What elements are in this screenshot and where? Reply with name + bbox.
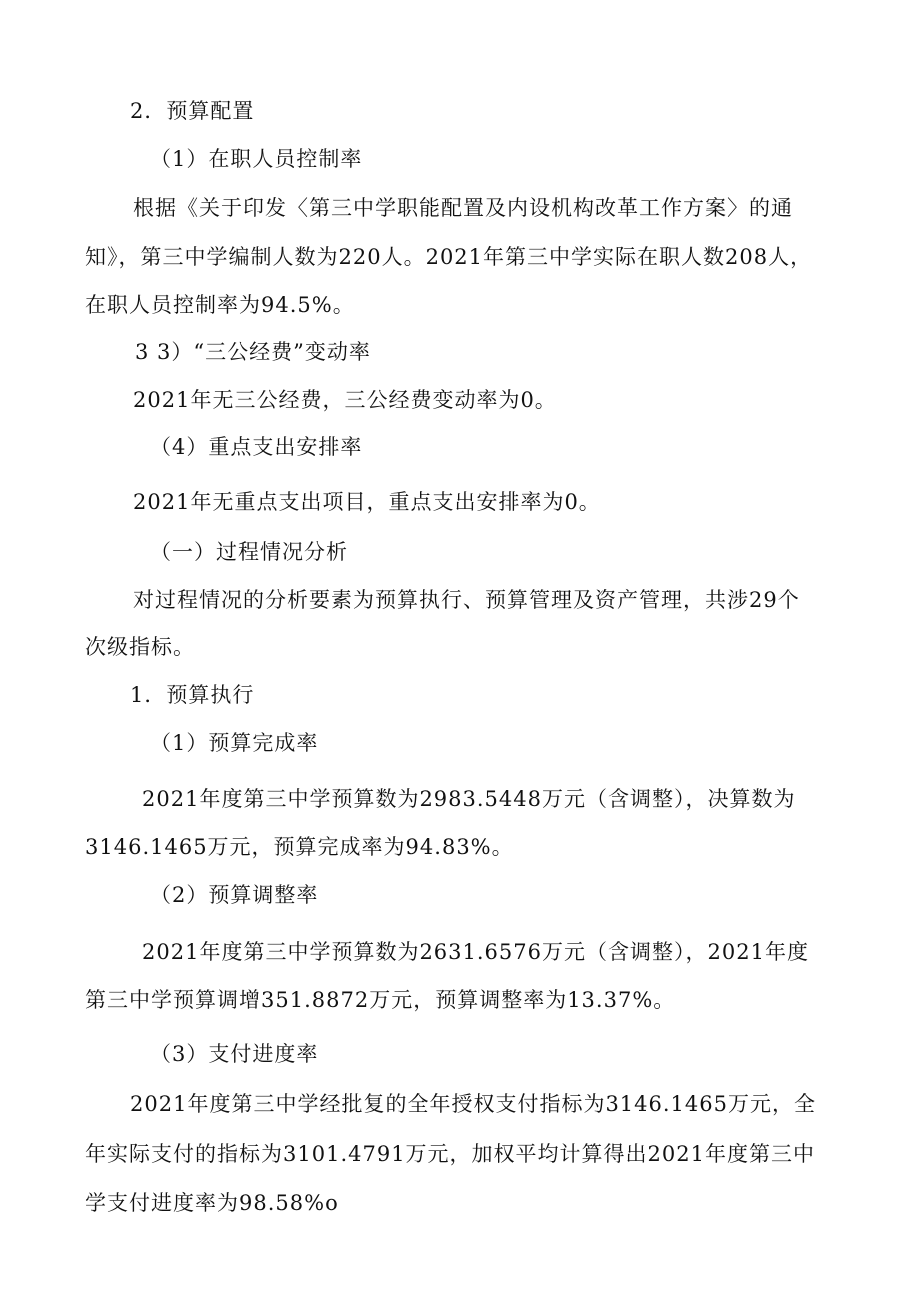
heading-budget-allocation: 2．预算配置 xyxy=(130,99,255,123)
subheading-staff-control-rate: （1）在职人员控制率 xyxy=(150,147,363,171)
heading-budget-execution: 1．预算执行 xyxy=(130,683,255,707)
subheading-three-public-expenses: 3 3）“三公经费”变动率 xyxy=(135,340,371,364)
paragraph-line: 年实际支付的指标为3101.4791万元，加权平均计算得出2021年度第三中 xyxy=(85,1142,816,1166)
subheading-budget-adjustment-rate: （2）预算调整率 xyxy=(150,883,319,907)
paragraph-line: 知》，第三中学编制人数为220人。2021年第三中学实际在职人数208人， xyxy=(85,245,813,269)
paragraph-line: 对过程情况的分析要素为预算执行、预算管理及资产管理，共涉29个 xyxy=(133,588,800,612)
paragraph-line: 第三中学预算调增351.8872万元，预算调整率为13.37%。 xyxy=(85,988,676,1012)
subheading-budget-completion-rate: （1）预算完成率 xyxy=(150,731,319,755)
paragraph-line: 次级指标。 xyxy=(85,635,195,659)
subheading-payment-progress-rate: （3）支付进度率 xyxy=(150,1042,319,1066)
subheading-process-analysis: （一）过程情况分析 xyxy=(150,540,348,564)
paragraph-line: 2021年无重点支出项目，重点支出安排率为0。 xyxy=(133,490,601,514)
paragraph-line: 在职人员控制率为94.5%。 xyxy=(85,293,355,317)
paragraph-line: 3146.1465万元，预算完成率为94.83%。 xyxy=(85,835,514,859)
paragraph-line: 2021年度第三中学预算数为2983.5448万元（含调整），决算数为 xyxy=(142,787,796,811)
paragraph-line: 根据《关于印发〈第三中学职能配置及内设机构改革工作方案〉的通 xyxy=(133,196,793,220)
paragraph-line: 2021年度第三中学预算数为2631.6576万元（含调整），2021年度 xyxy=(142,940,809,964)
paragraph-line: 2021年无三公经费，三公经费变动率为0。 xyxy=(133,388,557,412)
paragraph-line: 学支付进度率为98.58%o xyxy=(85,1191,339,1215)
subheading-key-expenditure-rate: （4）重点支出安排率 xyxy=(150,435,363,459)
paragraph-line: 2021年度第三中学经批复的全年授权支付指标为3146.1465万元，全 xyxy=(130,1092,817,1116)
